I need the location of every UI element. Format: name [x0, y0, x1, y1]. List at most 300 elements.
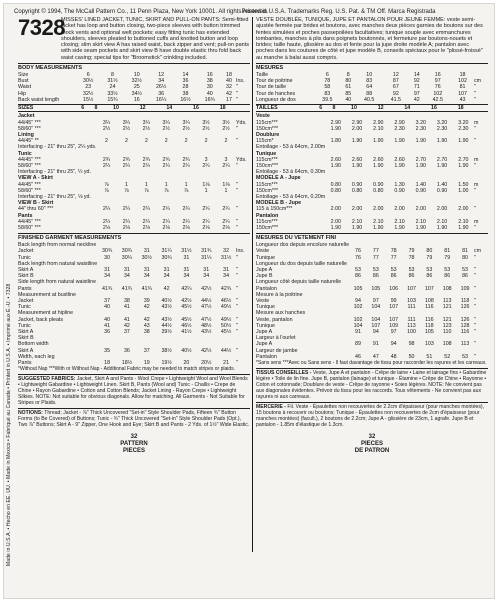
metrage-value: 0.90	[351, 181, 363, 188]
metrage-unit: m	[474, 181, 479, 188]
mesure-fini-value: 128	[460, 322, 470, 329]
mesure-fini-value: 109	[389, 322, 399, 329]
fabrics-text: Jacket, Skirt A and Pants - Wool Crepe • Lightweight Wool and Wool Blends • Lightweight Gabardine • Lightweight Linen. Skirt B, Pants (Wool and) Tunic - Challis • Crepe de Chine • Rayon Gabardine • Cotton and Cotton Blends; Jacket Lining - Rayon Crepe • Lightweight Silkies. NOTE: Not suitable for obvious diagonals. Allow for matching. All Garments - Not Suitable for Stripes or Plaids.	[18, 376, 248, 407]
metrage-value: 1.90	[394, 162, 405, 169]
body-measurement-value: 40	[206, 90, 213, 97]
finished-measurement-value: 49½	[220, 316, 232, 323]
finished-measurement-value: 19	[143, 360, 150, 367]
finished-measurement-value: 31	[183, 254, 190, 261]
yardage-value: 1	[224, 187, 228, 194]
body-measurement-value: 36	[158, 90, 165, 97]
mesure-value: 10	[366, 72, 373, 79]
metrage-unit: "	[474, 187, 476, 194]
mesure-fini-label: Tunique	[256, 322, 275, 329]
metrage-value: 2.90	[330, 119, 341, 126]
finished-measurement-value: 30¾	[121, 248, 133, 255]
tailles-header-label: TAILLES	[256, 105, 278, 112]
body-measurement-value: 42	[226, 90, 232, 97]
body-measurement-unit: "	[236, 90, 238, 97]
mesure-fini-value: 53	[355, 266, 361, 273]
mesure-fini-unit: cm	[474, 248, 482, 255]
tailles-header-size: 10	[351, 105, 357, 112]
tailles-header-size: 6	[319, 105, 323, 112]
mesure-value: 83	[324, 90, 331, 97]
mesure-fini-value: 107	[424, 285, 434, 292]
metrage-table	[256, 113, 488, 231]
mesure-fini-value: 105	[371, 285, 381, 292]
yardage-value: 2¼	[202, 162, 210, 169]
yardage-unit: Yds.	[236, 119, 247, 126]
metrage-value: 2.30	[458, 125, 469, 132]
finished-measurement-value: 31	[223, 266, 230, 273]
finished-measurement-value: 38	[123, 297, 130, 304]
metrage-label: Entoilage - 53 à 64cm, 2.00m	[256, 144, 326, 151]
finished-measurement-label: Tunic	[18, 254, 31, 261]
mesure-fini-value: 79	[444, 254, 451, 261]
finished-measurement-value: 41¾	[101, 285, 113, 292]
pieces-de-patron-count	[256, 434, 488, 455]
body-measurement-value: 38	[182, 90, 189, 97]
mesure-value: 80	[345, 78, 352, 85]
mesure-unit: "	[474, 90, 476, 97]
mesure-value: 81	[459, 84, 466, 91]
tailles-header-size: 8	[332, 105, 336, 112]
metrage-label: Entoilage - 53 à 64cm, 0.20m	[256, 193, 326, 200]
sizes-row	[18, 104, 250, 112]
finished-measurement-value: 41¾	[121, 285, 133, 292]
mesure-value: 61	[345, 84, 352, 91]
yardage-value: 2¼	[182, 206, 190, 213]
yardage-label: 58/60" ***	[18, 187, 41, 194]
finished-measurement-value: 31	[183, 266, 190, 273]
metrage-value: 1.90	[458, 162, 469, 169]
yardage-value: 2⅛	[102, 224, 111, 231]
finished-measurement-value: 34	[223, 273, 230, 280]
metrage-unit: m	[474, 156, 479, 163]
tailles-header-size: 12	[377, 105, 384, 112]
body-measurement-label: Back waist length	[18, 96, 60, 103]
finished-measurement-unit: "	[236, 360, 238, 367]
finished-measurement-value: 50½	[220, 322, 232, 329]
vetement-fini-table	[256, 242, 488, 360]
finished-measurement-label: Back length from natural waistline	[18, 260, 98, 267]
mesure-unit: cm	[474, 78, 482, 85]
yardage-value: 2	[164, 138, 168, 145]
yardage-value: ⅞	[183, 187, 189, 194]
metrage-value: 2.70	[415, 156, 426, 163]
yardage-value: 2⅛	[222, 224, 230, 231]
mesure-unit: "	[474, 84, 476, 91]
metrage-value: 0.80	[330, 187, 341, 194]
pattern-pieces-count	[18, 434, 250, 455]
mesure-value: 6	[325, 72, 329, 79]
yardage-label: Interfacing - 21" thru 25", 2¼ yds.	[18, 144, 97, 151]
yardage-value: 2¼	[122, 206, 131, 213]
metrage-value: 2.00	[436, 206, 448, 213]
mesure-value: 97	[413, 90, 420, 97]
metrage-value: 1.40	[415, 181, 426, 188]
mesure-fini-value: 104	[371, 316, 381, 323]
mesure-fini-label: Jupe A	[256, 329, 273, 335]
finished-measurement-value: 34	[183, 273, 190, 280]
mesure-fini-value: 94	[390, 341, 397, 348]
metrage-value: 2.60	[330, 156, 341, 163]
yardage-value: 2	[184, 138, 188, 145]
mesure-fini-label: Mesure à la poitrine	[256, 291, 303, 298]
sizes-header-size: 8	[94, 105, 98, 112]
pieces-label-fr-2: DE PATRON	[354, 448, 390, 455]
metrage-label: 150cm***	[256, 187, 279, 194]
mesure-fini-value: 104	[371, 304, 381, 311]
tissus-title: TISSUS CONSEILLES -	[256, 370, 312, 377]
body-measurement-value: 33½	[107, 90, 118, 97]
yardage-value: 3½	[202, 119, 210, 126]
mesure-fini-value: 126	[460, 316, 470, 323]
mesure-fini-value: 81	[462, 248, 469, 255]
yardage-label: Jacket	[18, 113, 35, 120]
yardage-value: 2¼	[102, 218, 111, 225]
finished-measurement-value: 45½	[181, 316, 192, 323]
metrage-value: 2.10	[394, 218, 405, 225]
pieces-label-fr-1: PIECES	[360, 441, 383, 448]
mesure-value: 16	[434, 72, 441, 79]
yardage-value: 2⅛	[202, 224, 210, 231]
metrage-value: 2.00	[373, 206, 384, 213]
finished-measurement-value: 31	[104, 266, 111, 273]
yardage-value: 2¼	[102, 162, 111, 169]
pieces-label-2: PIECES	[122, 448, 145, 455]
metrage-value: 2.90	[351, 119, 363, 126]
yardage-value: 2¼	[222, 162, 230, 169]
yardage-value: 2¼	[122, 218, 131, 225]
finished-measurement-label: Pants	[18, 285, 32, 292]
mesure-fini-value: 97	[390, 329, 397, 335]
mesure-value: 40.5	[364, 96, 375, 103]
metrage-value: 1.90	[351, 138, 363, 145]
sizes-header-size: 16	[193, 105, 199, 112]
finished-measurement-value: 34	[143, 273, 150, 280]
finished-measurement-value: 31¾	[201, 248, 212, 255]
sizes-header-size: 14	[166, 105, 173, 112]
mesure-fini-value: 108	[442, 341, 452, 348]
mesure-fini-label: Tunique	[256, 254, 275, 261]
finished-measurement-value: 31½	[181, 248, 192, 255]
metrage-label: 115cm***	[256, 218, 278, 225]
finished-measurement-value: 37	[123, 329, 130, 335]
finished-measurement-value: 41¾	[141, 285, 152, 292]
vertical-side-label: Made in U.S.A. • Hecho en EE. UU. • Made in Mexico • Fabriqué au Canada • Printed in U.S.A. • Imprimé aux É.-U. • 7328	[6, 283, 12, 566]
mesure-fini-unit: "	[474, 322, 476, 329]
mesure-fini-value: 80	[426, 248, 433, 255]
finished-measurement-label: Side length from natural waistline	[18, 279, 97, 286]
yardage-value: 2¼	[142, 218, 151, 225]
mesure-fini-value: 53	[426, 266, 433, 273]
yardage-unit: "	[236, 181, 238, 188]
mesure-fini-value: 105	[353, 285, 363, 292]
finished-measurement-value: 34	[123, 273, 130, 280]
mesure-fini-value: 116	[425, 304, 434, 311]
yardage-value: ⅞	[144, 187, 149, 194]
metrage-value: 2.10	[458, 218, 469, 225]
body-measurement-value: 12	[158, 72, 165, 79]
finished-measurement-label: Jacket	[18, 297, 34, 304]
body-measurement-value: 25	[133, 84, 140, 91]
notions-text: Thread; Jacket - ⅞" Thick Uncovered "Set-in" Style Shoulder Pads, Fifteen ¾" Button Forms (to Be Covered) of Buttons; Tunic - ¾" Thick Uncovered "Set-in" Style Shoulder Pads (Opt.), Two ⅞" Buttons; Skirt A - 9" Zipper, One Hook and Eye; Skirt B and Pants - 2 Yds. of 1½" Wide Elastic.	[18, 410, 250, 429]
mesure-fini-value: 111	[407, 304, 416, 311]
finished-measurement-value: 40	[104, 304, 111, 311]
mesure-fini-value: 121	[442, 316, 452, 323]
body-measurement-value: 32½	[131, 78, 142, 85]
mesure-fini-value: 53	[462, 266, 469, 273]
mesure-fini-value: 102	[353, 316, 363, 323]
yardage-label: Pants	[18, 212, 33, 219]
finished-measurement-label: Skirt B	[18, 273, 34, 280]
mesure-fini-label: Longueur du dos depuis taille naturelle	[256, 260, 347, 267]
column-divider	[252, 17, 253, 552]
body-measurement-value: 16	[206, 72, 213, 79]
body-measurement-label: Hip	[18, 90, 26, 97]
yardage-label: Interfacing - 21" thru 25", ⅛ yd.	[18, 193, 91, 200]
mesure-fini-unit: "	[474, 297, 476, 304]
yardage-value: 2½	[222, 125, 230, 132]
mesure-value: 42.5	[432, 96, 443, 103]
mesure-fini-value: 104	[353, 322, 363, 329]
mesure-fini-value: 113	[460, 341, 470, 348]
mesure-fini-value: 110	[442, 329, 452, 335]
metrage-label: MODELE A - Jupe	[256, 175, 301, 182]
metrage-value: 1.80	[330, 138, 341, 145]
mesure-fini-unit: "	[474, 266, 476, 273]
mesure-value: 18	[459, 72, 466, 79]
mesure-fini-value: 123	[442, 322, 452, 329]
body-measurement-value: 32½	[83, 90, 94, 97]
metrage-label: 115 à 150cm***	[256, 206, 293, 213]
metrage-value: 1.90	[330, 224, 341, 231]
pieces-number: 32	[130, 434, 138, 441]
finished-measurement-value: 42¼	[181, 285, 192, 292]
yardage-value: ⅞	[104, 187, 109, 194]
body-measurements-title: BODY MEASUREMENTS	[18, 63, 250, 72]
finished-measurement-unit: "	[236, 329, 238, 335]
body-measurement-value: 24	[109, 84, 116, 91]
metrage-label: Doublure	[256, 131, 280, 138]
metrage-value: 1.90	[458, 138, 469, 145]
yardage-label: Lining	[18, 131, 34, 138]
mesure-fini-unit: "	[474, 254, 476, 261]
finished-measurement-value: 35	[104, 347, 111, 354]
finished-measurement-value: 39½	[161, 329, 172, 335]
body-measurement-unit: "	[236, 84, 238, 91]
mesure-fini-label: Largeur à l'ourlet	[256, 335, 296, 342]
sizes-header-size: 12	[139, 105, 146, 112]
mesure-fini-value: 78	[408, 254, 415, 261]
mesure-fini-value: 53	[408, 266, 415, 273]
mesure-fini-value: 116	[460, 329, 470, 335]
yardage-value: 3¼	[142, 119, 151, 126]
finished-measurement-value: 45½	[181, 304, 192, 311]
finished-measurement-label: Tunic	[18, 304, 31, 311]
yardage-value: 2¼	[162, 162, 170, 169]
body-measurement-value: 16¾	[204, 96, 215, 103]
body-measurement-value: 36	[182, 78, 189, 85]
yardage-value: 2¼	[162, 218, 170, 225]
tailles-header-size: 18	[457, 105, 464, 112]
english-column	[18, 17, 250, 598]
finished-measurement-label: Tunic	[18, 322, 31, 329]
finished-measurement-value: 43	[143, 322, 150, 329]
yardage-value: 2½	[122, 125, 131, 132]
yardage-value: 2¼	[182, 218, 190, 225]
yardage-value: 1	[124, 181, 128, 188]
finished-measurement-label: Measurement at bustline	[18, 291, 77, 298]
mesure-label: Tour de taille	[256, 84, 287, 91]
finished-measurement-value: 40½	[181, 347, 192, 354]
mesure-fini-label: Veste, pantalon	[256, 316, 293, 323]
metrage-value: 1.90	[330, 125, 341, 132]
metrage-label: 115cm***	[256, 156, 278, 163]
body-measurement-label: Size	[18, 72, 29, 79]
yardage-value: 2½	[162, 125, 170, 132]
finished-measurement-value: 42	[163, 285, 170, 292]
mesure-value: 64	[366, 84, 373, 91]
mesure-fini-value: 53	[462, 353, 469, 360]
finished-measurement-label: Measurement at hipline	[18, 310, 74, 317]
mesure-fini-value: 97	[372, 297, 379, 304]
body-measurement-value: 31½	[107, 78, 118, 85]
pattern-envelope-back	[3, 3, 495, 599]
mesure-fini-value: 78	[390, 248, 397, 255]
finished-measurement-value: 31¼	[201, 254, 212, 261]
mesure-fini-value: 103	[424, 341, 434, 348]
finished-measurement-value: 30¾	[101, 248, 113, 255]
finished-measurement-value: 34	[104, 273, 111, 280]
mesure-fini-value: 118	[460, 297, 470, 304]
body-measurement-value: 8	[111, 72, 114, 79]
metrage-value: 0.80	[351, 187, 363, 194]
yardage-value: 1	[164, 181, 168, 188]
finished-measurement-value: 31¼	[161, 248, 172, 255]
finished-measurement-value: 43½	[201, 329, 212, 335]
body-measurement-value: 30	[206, 84, 213, 91]
mesure-fini-unit: "	[474, 285, 476, 292]
yardage-label: 44/45" ***	[18, 119, 41, 126]
yardage-label: Tunic	[18, 150, 32, 157]
finished-measurement-value: 42½	[181, 297, 192, 304]
mesure-fini-value: 53	[390, 266, 397, 273]
tailles-header-size: 14	[404, 105, 411, 112]
yardage-value: 2¼	[142, 162, 151, 169]
mesure-fini-value: 79	[408, 248, 415, 255]
mesure-value: 71	[413, 84, 420, 91]
yardage-value: 3¼	[122, 119, 131, 126]
yardage-label: 44/45" **	[18, 138, 39, 145]
metrage-value: 2.70	[458, 156, 469, 163]
metrage-label: 150cm***	[256, 224, 279, 231]
mercerie-text: Fil. Veste - Épaulettes non recouvertes de 2.2cm d'épaisseur (pour manches montées), 15 boutons à recouvrir ou boutons; Tunique - Épaulettes non recouvertes de 2cm d'épaisseur (pour manches montées) (facult.), 2 boutons de 2.2cm; Jupe A - glissière de 23cm, 1 agrafe. Jupe B et pantalon - 1.85m d'élastique de 1.3cm.	[256, 404, 485, 429]
mesure-fini-unit: "	[474, 341, 476, 348]
body-measurement-row	[18, 97, 250, 103]
yardage-value: 2⅛	[142, 224, 151, 231]
metrage-label: 150cm***	[256, 125, 279, 132]
mesure-fini-unit: "	[474, 304, 476, 311]
metrage-value: 2.10	[373, 218, 384, 225]
yardage-value: 2¾	[122, 156, 131, 163]
finished-measurement-value: 42	[123, 322, 130, 329]
mesure-value: 107	[458, 90, 467, 97]
metrage-label: 115cm***	[256, 119, 278, 126]
finished-measurement-value: 31	[143, 248, 150, 255]
sizes-header-size: 6	[81, 105, 85, 112]
yardage-value: 2¼	[222, 206, 230, 213]
french-description: VESTE DOUBLÉE, TUNIQUE, JUPE ET PANTALON POUR JEUNE FEMME: veste semi-ajustée fermée par brides et boutons, avec manches deux pièces garnies de boutons sur des fentes simulées et poches passepoilées facultatives; tunique souple avec emmanchures tombantes, manches à plis dans poignets boutonnés, et fermeture par boutons-nouets et brides; taille haute, glissière au dos et fente pour la jupe droite modèle A; pantalon avec poches dans les coutures de côté et jupe modèle B, conseils spéciaux pour le "plissé-froissé" au manche à balai aussi compris.	[256, 17, 483, 61]
finished-measurement-value: 42	[143, 316, 150, 323]
mesure-fini-value: 107	[407, 285, 416, 292]
mesure-fini-value: 116	[425, 316, 434, 323]
sizes-header-size: 10	[113, 105, 119, 112]
finished-measurement-value: 21	[223, 360, 230, 367]
body-measurement-value: 23	[85, 84, 92, 91]
finished-measurement-value: 41	[123, 316, 130, 323]
mesure-fini-value: 102	[353, 304, 363, 311]
mesure-fini-value: 77	[372, 254, 379, 261]
body-measurement-value: 18	[226, 72, 232, 79]
metrage-value: 1.90	[373, 138, 384, 145]
mesure-fini-value: 118	[425, 322, 434, 329]
finished-measurement-value: 45½	[220, 329, 232, 335]
finished-measurement-value: 36	[123, 347, 130, 354]
finished-measurement-label: Skirt A	[18, 329, 34, 335]
mesure-fini-value: 86	[408, 273, 415, 280]
yardage-value: 1	[184, 181, 188, 188]
mesure-fini-value: 53	[372, 266, 379, 273]
mesure-fini-value: 106	[389, 285, 399, 292]
yardage-value: 2¼	[202, 206, 210, 213]
yardage-value: 2⅛	[182, 224, 190, 231]
yardage-row	[18, 225, 250, 231]
metrage-unit: "	[474, 224, 476, 231]
metrage-value: 0.90	[436, 187, 448, 194]
finished-measurement-value: 36	[104, 329, 111, 335]
yardage-value: 2¼	[162, 206, 170, 213]
finished-measurement-value: 41	[104, 322, 111, 329]
body-measurement-value: 30½	[83, 78, 94, 85]
metrage-value: 1.90	[415, 224, 426, 231]
yardage-label: 58/60" ***	[18, 125, 41, 132]
yardage-value: 2	[224, 138, 228, 145]
finished-measurement-value: 19½	[161, 360, 172, 367]
yardage-value: 3	[224, 156, 228, 163]
body-measurement-value: 16	[133, 96, 140, 103]
english-description: MISSES' LINED JACKET, TUNIC, SKIRT AND PULL-ON PANTS: Semi-fitted jacket has loop and button closing, two-piece sleeves with button trimmed mock vents and optional welt pockets; easy fitting tunic has extended shoulders, sleeves pleated to buttoned cuffs and knotted button and loop closing; slim skirt view A has raised waist, back zipper and vent; pull-on pants with side seam pockets and skirt view B have double elastic thru fold back waist casing; special tips for "Broomstick" crinkling included.	[61, 17, 250, 61]
metrage-value: 3.20	[415, 119, 426, 126]
tissus-conseilles	[256, 368, 488, 400]
finished-measurement-value: 44½	[201, 297, 212, 304]
mesure-fini-value: 50	[408, 353, 415, 360]
vetement-fini-title: MESURES DU VETEMENT FINI	[256, 233, 488, 242]
finished-measurement-value: 43½	[161, 304, 172, 311]
body-measurement-label: Bust	[18, 78, 29, 85]
yardage-value: 3¼	[182, 119, 190, 126]
fabrics-title: SUGGESTED FABRICS:	[18, 376, 76, 383]
finished-measurement-value: 41½	[181, 329, 192, 335]
mesure-value: 88	[366, 90, 373, 97]
mesure-fini-value: 111	[407, 316, 416, 323]
finished-measurement-label: Width, each leg	[18, 353, 55, 360]
body-measurement-value: 10	[133, 72, 140, 79]
yardage-value: 1	[144, 181, 148, 188]
french-column	[256, 17, 488, 598]
mesure-fini-value: 109	[460, 285, 470, 292]
